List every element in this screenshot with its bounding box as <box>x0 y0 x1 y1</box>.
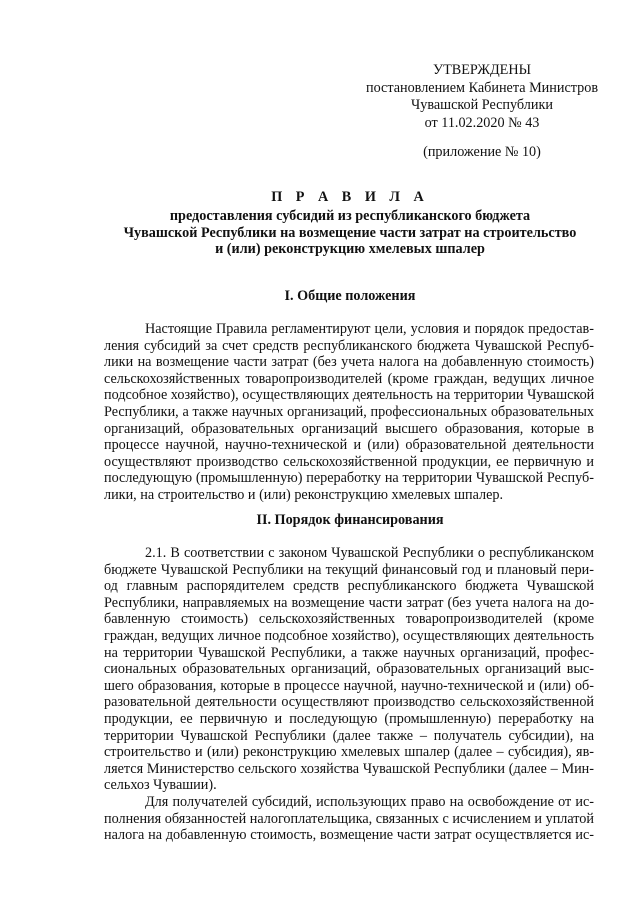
paragraph-line: Республики, а также научных организаций, профессиональных образовательных <box>104 403 594 420</box>
document-title: П Р А В И Л А <box>271 189 429 205</box>
paragraph-line: Для получателей субсидий, использующих право на освобождение от ис- <box>145 794 594 810</box>
paragraph-line: од главным распорядителем средств республиканского бюджета Чувашской <box>104 578 594 595</box>
paragraph-line: ления субсидий за счет средств республиканского бюджета Чувашской Респуб- <box>104 337 594 354</box>
paragraph-vat-exempt <box>104 794 594 844</box>
paragraph-line: процессе научной, научно-технической и (или) образовательной деятельности <box>104 437 594 454</box>
subtitle-line: Чувашской Республики на возмещение части затрат на строительство <box>123 224 577 241</box>
paragraph-line: организаций, образовательных организаций высшего образования, которые в <box>104 420 594 437</box>
paragraph-line: полнения обязанностей налогоплательщика, связанных с исчислением и уплатой <box>104 810 594 827</box>
paragraph-line: шего образования, которые в процессе научной, научно-технической и (или) об- <box>104 677 594 694</box>
paragraph-line: строительство и (или) реконструкцию хмелевых шпалер (далее – субсидия), яв- <box>104 744 594 761</box>
approval-block <box>362 62 602 132</box>
document-subtitle <box>70 208 630 258</box>
paragraph-2-1 <box>104 545 594 794</box>
paragraph-line: бавленную стоимость) сельскохозяйственных товаропроизводителей (кроме <box>104 611 594 628</box>
paragraph-line: лики, на строительство и (или) реконструкцию хмелевых шпалер. <box>104 486 504 503</box>
paragraph-line: ляется Министерство сельского хозяйства Чувашской Республики (далее – Мин- <box>104 760 594 777</box>
paragraph-line: граждан, ведущих личное подсобное хозяйство), осуществляющих деятельность <box>104 627 594 644</box>
paragraph-line: разовательной деятельности осуществляют производство сельскохозяйственной <box>104 694 594 711</box>
paragraph-line: 2.1. В соответствии с законом Чувашской Республики о республиканском <box>145 545 594 561</box>
subtitle-line: и (или) реконструкцию хмелевых шпалер <box>215 241 485 257</box>
paragraph-line: сельскохозяйственных товаропроизводителей (кроме граждан, ведущих личное <box>104 370 594 387</box>
section-heading-financing: II. Порядок финансирования <box>256 512 444 528</box>
paragraph-line: Настоящие Правила регламентируют цели, условия и порядок предостав- <box>145 321 594 337</box>
paragraph-line: лики на возмещение части затрат (без учета налога на добавленную стоимость) <box>104 354 594 371</box>
paragraph-line: территории Чувашской Республики (далее также – получатель субсидии), на <box>104 727 594 744</box>
approval-date-number: от 11.02.2020 № 43 <box>424 114 540 131</box>
paragraph-general-provisions <box>104 321 594 504</box>
section-heading-general: I. Общие положения <box>284 288 416 304</box>
paragraph-line: бюджете Чувашской Республики на текущий финансовый год и плановый пери- <box>104 561 594 578</box>
approval-republic: Чувашской Республики <box>411 97 553 113</box>
paragraph-line: последующую (промышленную) переработку на территории Чувашской Респуб- <box>104 470 594 487</box>
subtitle-line: предоставления субсидий из республиканского бюджета <box>169 208 531 224</box>
paragraph-line: продукции, ее первичную и последующую (промышленную) переработку на <box>104 710 594 727</box>
paragraph-line: сиональных образовательных организаций, образовательных организаций выс- <box>104 661 594 678</box>
paragraph-line: сельхоз Чувашии). <box>104 777 217 794</box>
paragraph-line: Республики, направляемых на возмещение части затрат (без учета налога на до- <box>104 594 594 611</box>
paragraph-line: налога на добавленную стоимость, возмещение части затрат осуществляется ис- <box>104 827 594 844</box>
paragraph-line: на территории Чувашской Республики, а также научных организаций, профес- <box>104 644 594 661</box>
approval-stamp: УТВЕРЖДЕНЫ <box>433 62 531 78</box>
paragraph-line: подсобное хозяйство), осуществляющих деятельность на территории Чувашской <box>104 387 595 404</box>
approval-authority: постановлением Кабинета Министров <box>365 79 599 96</box>
paragraph-line: осуществляют производство сельскохозяйственной продукции, ее первичную и <box>104 453 594 470</box>
appendix-label: (приложение № 10) <box>423 144 541 160</box>
